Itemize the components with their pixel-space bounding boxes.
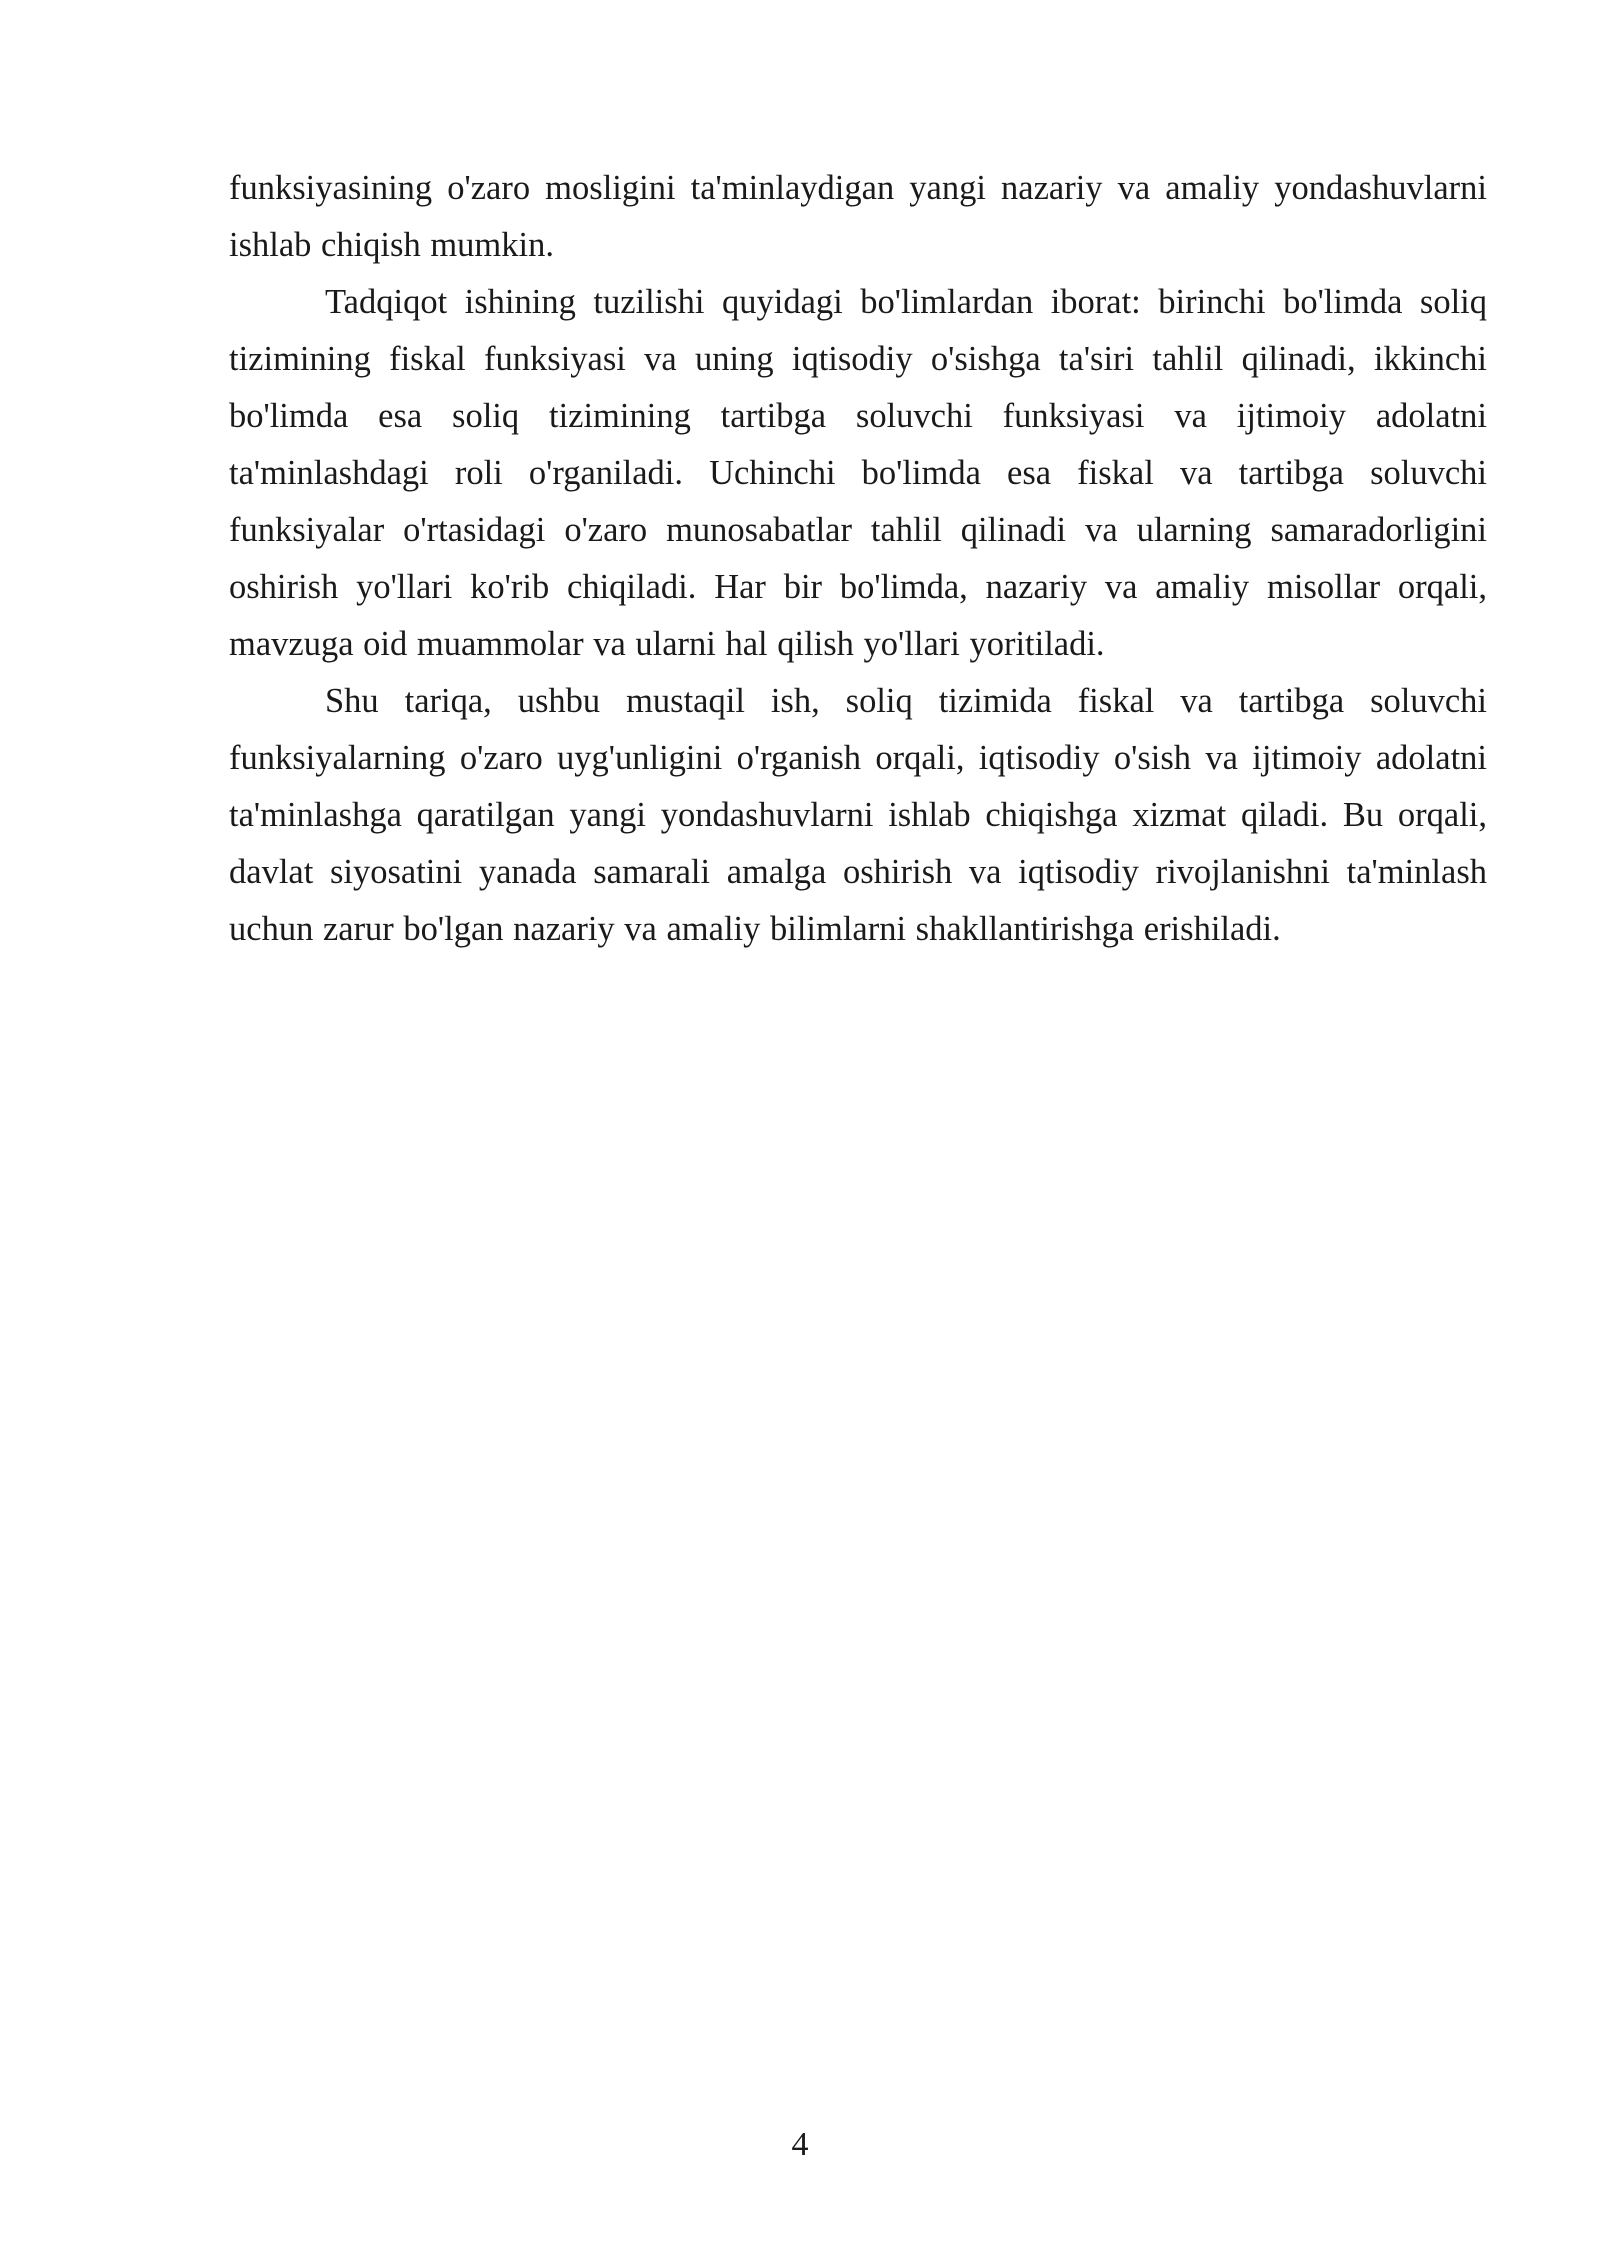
page-number: 4: [791, 2126, 809, 2163]
paragraph-structure: Tadqiqot ishining tuzilishi quyidagi bo'limlardan iborat: birinchi bo'limda soliq tizimining fiskal funksiyasi va uning iqtisodiy o'sishga ta'siri tahlil qilinadi, ikkinchi bo'limda esa soliq tizimining tartibga soluvchi funksiyasi va ijtimoiy adolatni ta'minlashdagi roli o'rganiladi. Uchinchi bo'limda esa fiskal va tartibga soluvchi funksiyalar o'rtasidagi o'zaro munosabatlar tahlil qilinadi va ularning samaradorligini oshirish yo'llari ko'rib chiqiladi. Har bir bo'limda, nazariy va amaliy misollar orqali, mavzuga oid muammolar va ularni hal qilish yo'llari yoritiladi.: [229, 283, 1487, 663]
paragraph-continuation: funksiyasining o'zaro mosligini ta'minlaydigan yangi nazariy va amaliy yondashuvlarni ishlab chiqish mumkin.: [229, 169, 1487, 264]
page-body: [229, 160, 1487, 958]
paragraph-conclusion: Shu tariqa, ushbu mustaqil ish, soliq tizimida fiskal va tartibga soluvchi funksiyalarning o'zaro uyg'unligini o'rganish orqali, iqtisodiy o'sish va ijtimoiy adolatni ta'minlashga qaratilgan yangi yondashuvlarni ishlab chiqishga xizmat qiladi. Bu orqali, davlat siyosatini yanada samarali amalga oshirish va iqtisodiy rivojlanishni ta'minlash uchun zarur bo'lgan nazariy va amaliy bilimlarni shakllantirishga erishiladi.: [229, 682, 1487, 948]
